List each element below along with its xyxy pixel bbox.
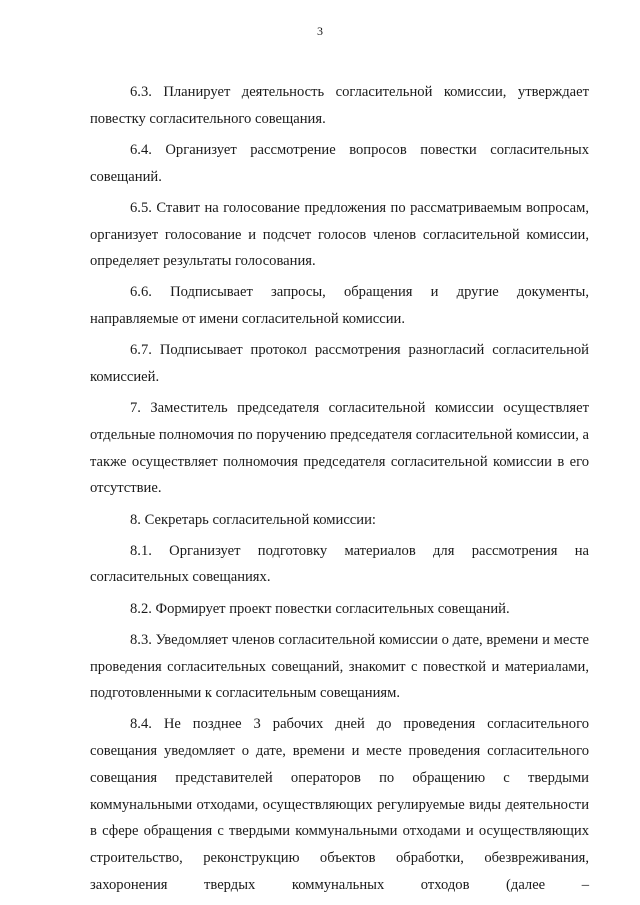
paragraph-6-6: 6.6. Подписывает запросы, обращения и другие документы, направляемые от имени согласительной комиссии.	[90, 284, 589, 328]
paragraph-8: 8. Секретарь согласительной комиссии:	[130, 511, 376, 528]
paragraph-6-3: 6.3. Планирует деятельность согласительной комиссии, утверждает повестку согласительного совещания.	[90, 84, 589, 127]
document-body	[90, 79, 589, 898]
paragraph-8-4: 8.4. Не позднее 3 рабочих дней до проведения согласительного совещания уведомляет о дате, времени и месте проведения согласительного совещания представителей операторов по обращению с твердыми коммунальными отходами, осуществляющих регулируемые виды деятельности в сфере обращения с твердыми коммунальными отходами и осуществляющих строительство, реконструкцию объектов обработки, обезвреживания, захоронения твердых коммунальных отходов (далее –	[90, 716, 589, 893]
paragraph-8-1: 8.1. Организует подготовку материалов для рассмотрения на согласительных совещаниях.	[90, 542, 589, 586]
paragraph-6-5: 6.5. Ставит на голосование предложения по рассматриваемым вопросам, организует голосование и подсчет голосов членов согласительной комиссии, определяет результаты голосования.	[90, 199, 589, 270]
paragraph-8-2: 8.2. Формирует проект повестки согласительных совещаний.	[130, 600, 510, 617]
page-number: 3	[317, 24, 323, 38]
paragraph-8-3: 8.3. Уведомляет членов согласительной комиссии о дате, времени и месте проведения согласительных совещаний, знакомит с повесткой и материалами, подготовленными к согласительным совещаниям.	[90, 631, 589, 702]
paragraph-7: 7. Заместитель председателя согласительной комиссии осуществляет отдельные полномочия по поручению председателя согласительной комиссии, а также осуществляет полномочия председателя согласительной комиссии в его отсутствие.	[90, 400, 589, 497]
paragraph-6-7: 6.7. Подписывает протокол рассмотрения разногласий согласительной комиссией.	[90, 342, 589, 386]
paragraph-6-4: 6.4. Организует рассмотрение вопросов повестки согласительных совещаний.	[90, 141, 589, 185]
